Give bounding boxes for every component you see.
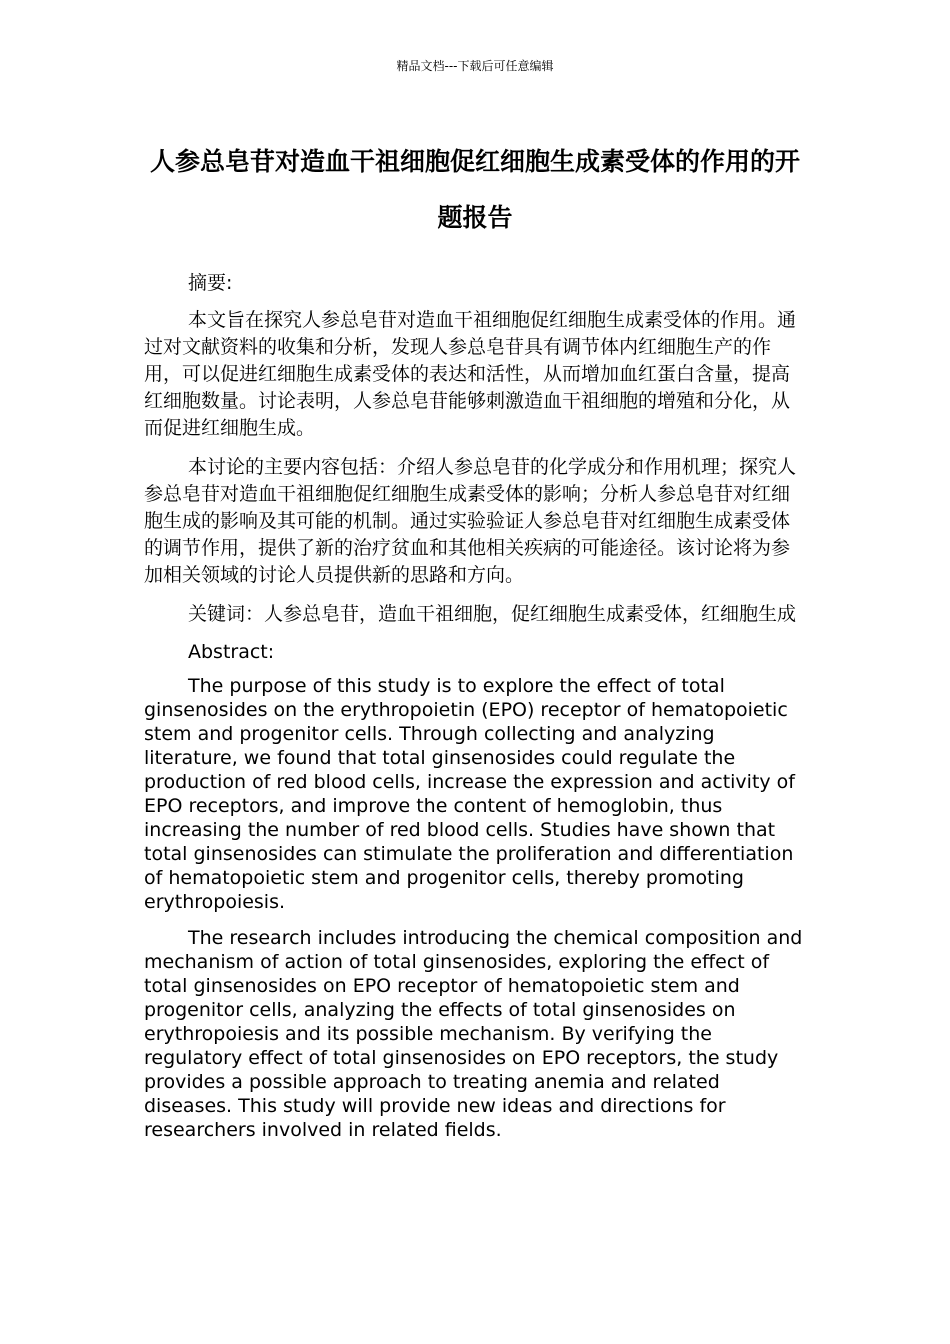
abstract-zh-paragraph-2: 本讨论的主要内容包括：介绍人参总皂苷的化学成分和作用机理；探究人参总皂苷对造血干祖细胞促红细胞生成素受体的影响；分析人参总皂苷对红细胞生成的影响及其可能的机制。通过实验验证人参总皂苷对红细胞生成素受体的调节作用，提供了新的治疗贫血和其他相关疾病的可能途径。该讨论将为参加相关领域的讨论人员提供新的思路和方向。 <box>144 456 797 586</box>
abstract-zh-paragraph-1: 本文旨在探究人参总皂苷对造血干祖细胞促红细胞生成素受体的作用。通过对文献资料的收集和分析，发现人参总皂苷具有调节体内红细胞生产的作用，可以促进红细胞生成素受体的表达和活性，从而增加血红蛋白含量，提高红细胞数量。讨论表明，人参总皂苷能够刺激造血干祖细胞的增殖和分化，从而促进红细胞生成。 <box>144 309 797 439</box>
page-header-note: 精品文档---下载后可任意编辑 <box>396 59 554 73</box>
keywords-zh: 关键词：人参总皂苷，造血干祖细胞，促红细胞生成素受体，红细胞生成 <box>188 603 797 625</box>
document-title: 人参总皂苷对造血干祖细胞促红细胞生成素受体的作用的开题报告 <box>149 147 800 232</box>
abstract-en-paragraph-1: The purpose of this study is to explore the effect of total ginsenosides on the erythropoietin (EPO) receptor of hematopoietic stem and progenitor cells. Through collecting and analyzing literature, we found that total ginsenosides could regulate the production of red blood cells, increase the expression and activity of EPO receptors, and improve the content of hemoglobin, thus increasing the number of red blood cells. Studies have shown that total ginsenosides can stimulate the proliferation and differentiation of hematopoietic stem and progenitor cells, thereby promoting erythropoiesis. <box>144 675 796 913</box>
abstract-en-paragraph-2: The research includes introducing the chemical composition and mechanism of action of total ginsenosides, exploring the effect of total ginsenosides on EPO receptor of hematopoietic stem and progenitor cells, analyzing the effects of total ginsenosides on erythropoiesis and its possible mechanism. By verifying the regulatory effect of total ginsenosides on EPO receptors, the study provides a possible approach to treating anemia and related diseases. This study will provide new ideas and directions for researchers involved in related fields. <box>144 927 803 1141</box>
document-body <box>144 270 804 1154</box>
abstract-label-en: Abstract: <box>188 641 275 663</box>
abstract-label-zh: 摘要: <box>188 272 233 294</box>
